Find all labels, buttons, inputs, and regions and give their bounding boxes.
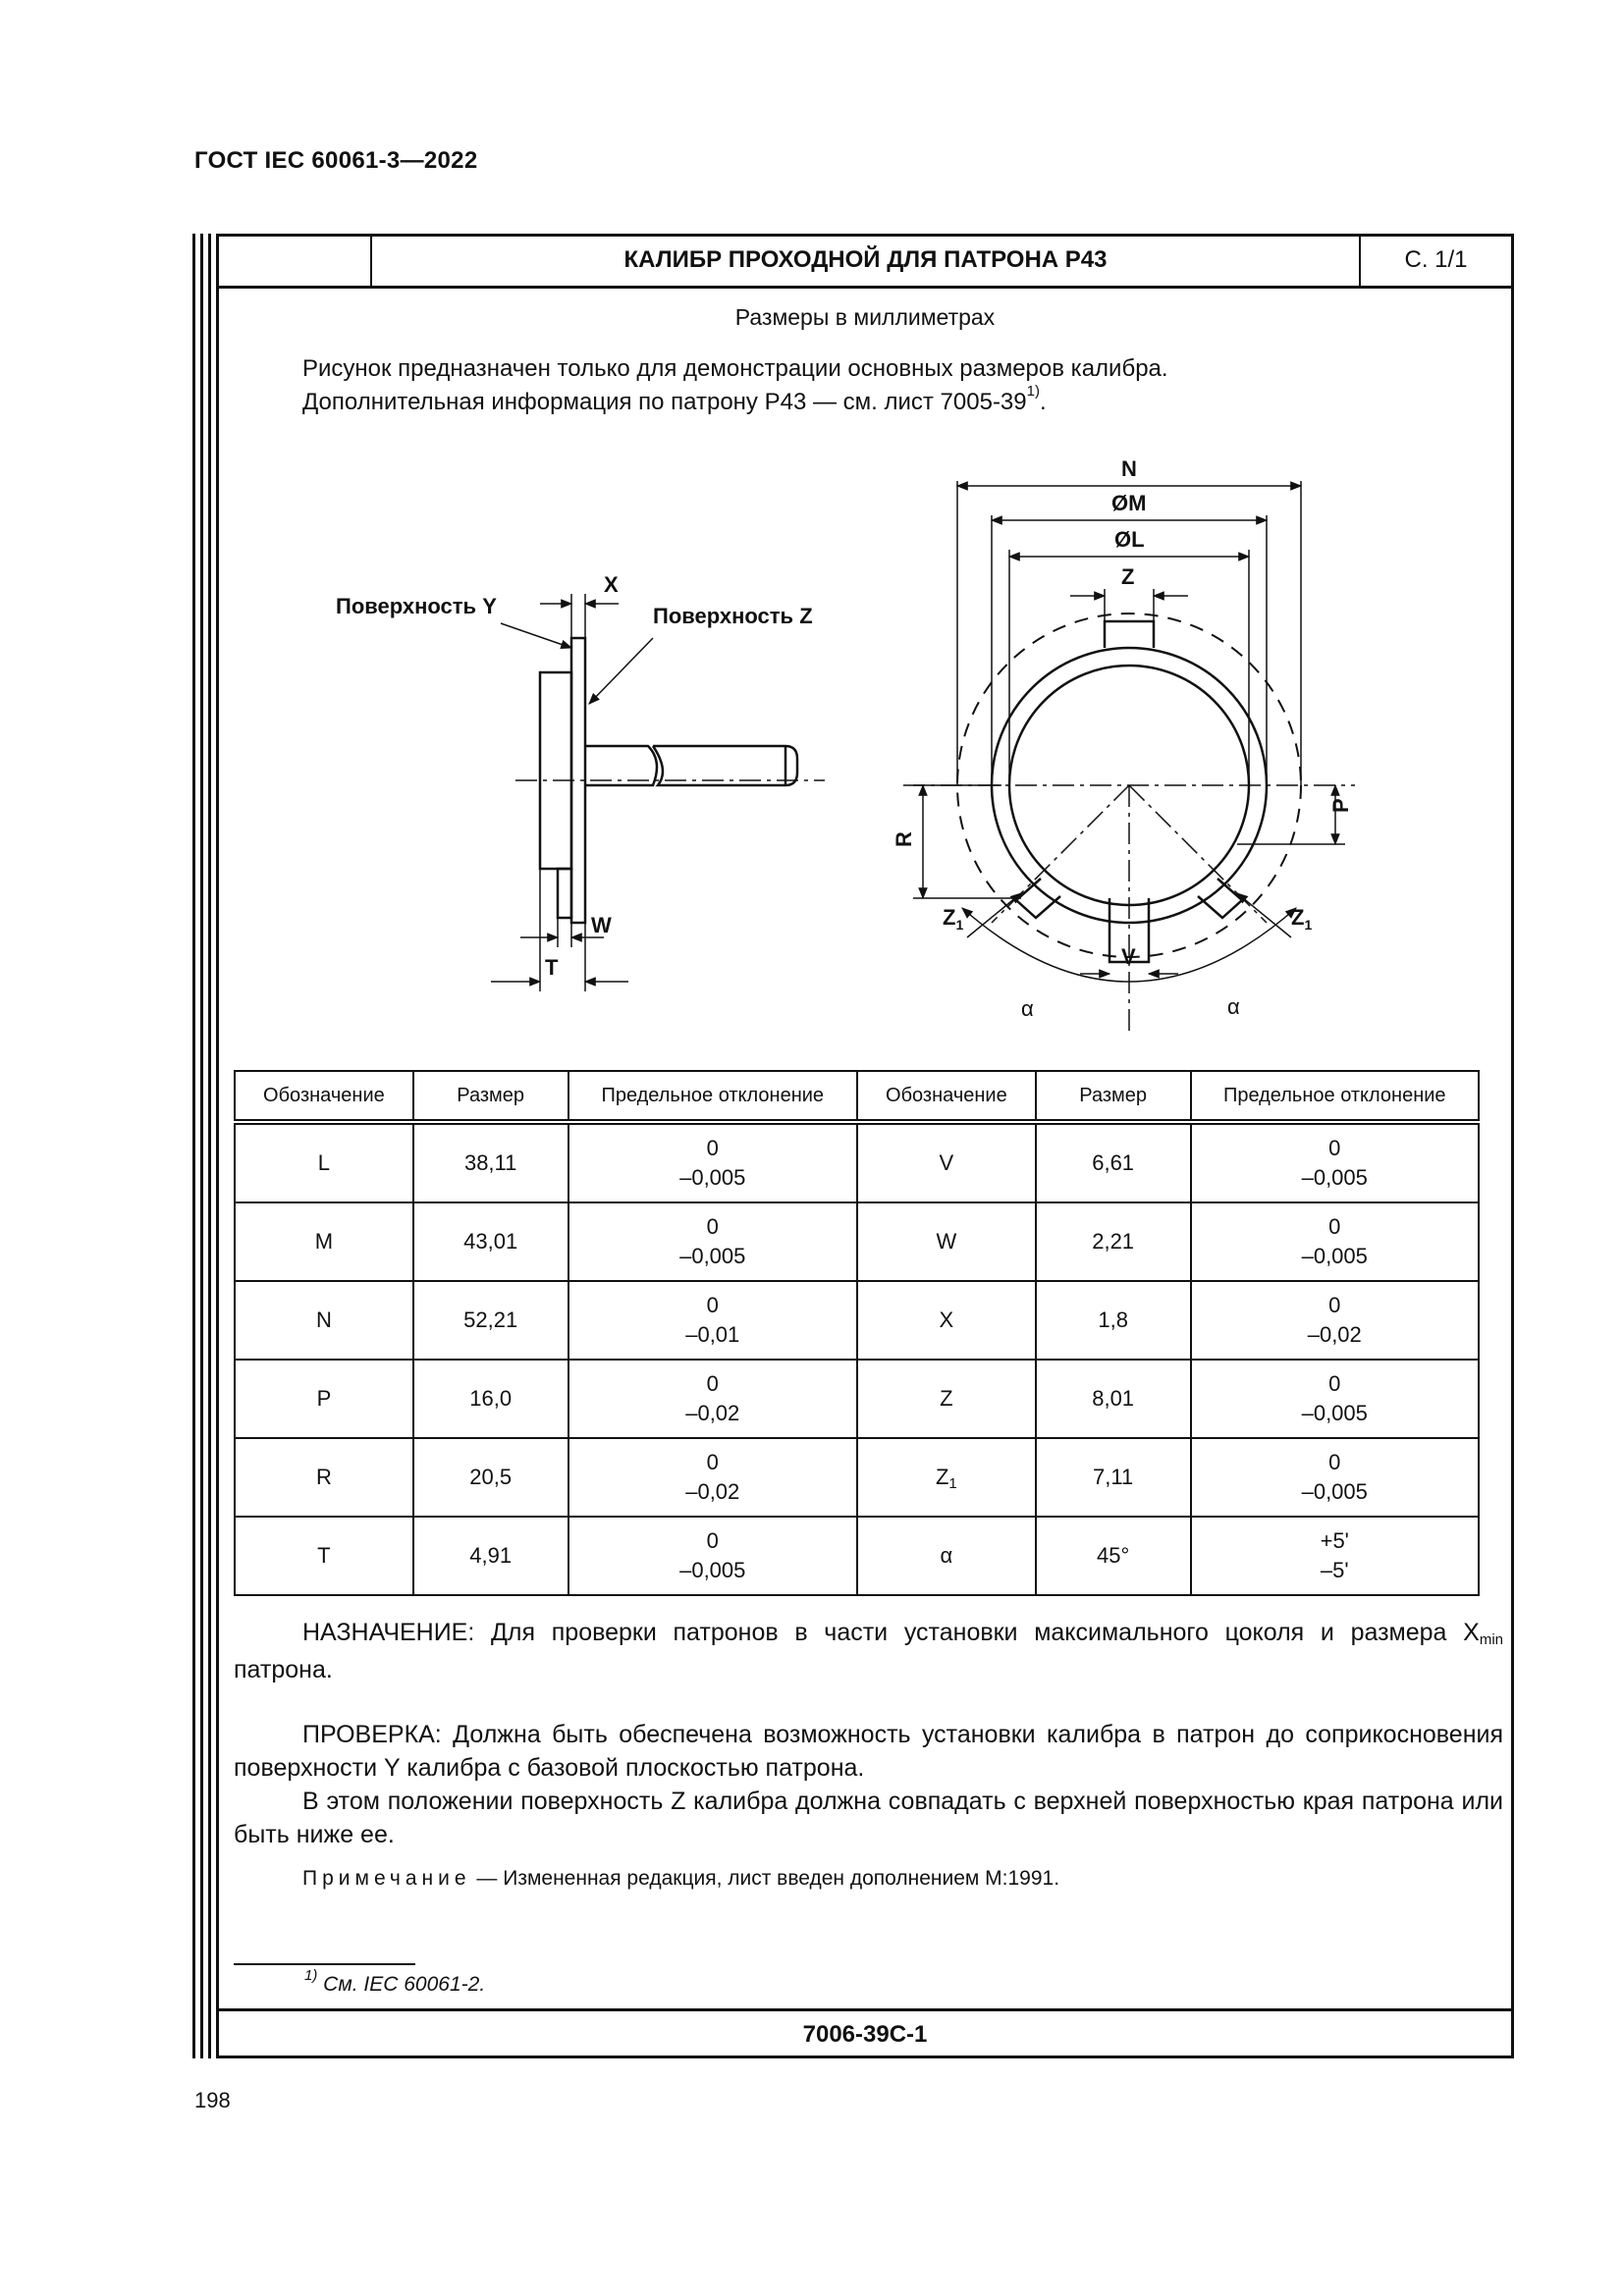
cell-size: 38,11 xyxy=(413,1122,568,1202)
table-row xyxy=(235,1517,1479,1595)
label-z1-right: $Z_1$ xyxy=(1291,905,1313,933)
cell-tolerance: 0 –0,005 xyxy=(568,1517,857,1595)
table-row xyxy=(235,1438,1479,1517)
cell-size: 52,21 xyxy=(413,1281,568,1360)
header-tolerance: Предельное отклонение xyxy=(568,1071,857,1122)
side-view xyxy=(491,594,825,991)
cell-size: 43,01 xyxy=(413,1202,568,1281)
cell-size: 7,11 xyxy=(1036,1438,1191,1517)
header-designation: Обозначение xyxy=(235,1071,413,1122)
cell-designation: N xyxy=(235,1281,413,1360)
cell-tolerance: 0 –0,02 xyxy=(568,1438,857,1517)
cell-size: 16,0 xyxy=(413,1360,568,1438)
cell-designation: X xyxy=(857,1281,1036,1360)
cell-size: 1,8 xyxy=(1036,1281,1191,1360)
note: Примечание — Измененная редакция, лист введен дополнением M:1991. xyxy=(302,1867,1060,1890)
cell-tolerance: 0 –0,02 xyxy=(1191,1281,1480,1360)
header-designation: Обозначение xyxy=(857,1071,1036,1122)
cell-tolerance: 0 –0,005 xyxy=(568,1202,857,1281)
cell-designation: R xyxy=(235,1438,413,1517)
page-number: 198 xyxy=(194,2088,231,2112)
cell-designation: P xyxy=(235,1360,413,1438)
table-header-row xyxy=(235,1071,1479,1122)
table-row xyxy=(235,1122,1479,1202)
label-m: ØM xyxy=(1111,491,1147,515)
document-header: ГОСТ IEC 60061-3—2022 xyxy=(194,147,478,174)
cell-designation: Z xyxy=(857,1360,1036,1438)
intro-line-2-text: Дополнительная информация по патрону P43 — см. лист 7005-39 xyxy=(302,389,1027,415)
cell-size: 8,01 xyxy=(1036,1360,1191,1438)
label-t: T xyxy=(545,955,559,980)
label-v: V xyxy=(1121,944,1136,969)
cell-tolerance: +5' –5' xyxy=(1191,1517,1480,1595)
label-l: ØL xyxy=(1114,527,1145,552)
intro-line-1: Рисунок предназначен только для демонстрации основных размеров калибра. xyxy=(302,355,1168,382)
cell-tolerance: 0 –0,01 xyxy=(568,1281,857,1360)
label-z1-left: $Z_1$ xyxy=(943,905,964,933)
intro-line-2 xyxy=(302,383,1047,416)
footnote-rule xyxy=(234,1963,415,1965)
title-empty-cell xyxy=(216,234,372,286)
units-label: Размеры в миллиметрах xyxy=(734,304,996,330)
cell-tolerance: 0 –0,02 xyxy=(568,1360,857,1438)
cell-tolerance: 0 –0,005 xyxy=(1191,1122,1480,1202)
table-row xyxy=(235,1281,1479,1360)
margin-line xyxy=(200,234,203,2058)
cell-size: 2,21 xyxy=(1036,1202,1191,1281)
table-row xyxy=(235,1360,1479,1438)
cell-designation: W xyxy=(857,1202,1036,1281)
dimensions-table xyxy=(234,1070,1480,1596)
drawing-labels xyxy=(336,456,1353,1021)
purpose-paragraph: НАЗНАЧЕНИЕ: Для проверки патронов в части установки максимального цоколя и размера $X_{min}$ патрона. xyxy=(234,1619,1503,1683)
cell-tolerance: 0 –0,005 xyxy=(568,1122,857,1202)
cell-tolerance: 0 –0,005 xyxy=(1191,1202,1480,1281)
cell-designation: T xyxy=(235,1517,413,1595)
label-p: P xyxy=(1328,798,1353,813)
sheet-title: КАЛИБР ПРОХОДНОЙ ДЛЯ ПАТРОНА P43 xyxy=(623,246,1108,273)
sheet-title-row xyxy=(216,234,1514,289)
cell-size: 20,5 xyxy=(413,1438,568,1517)
footnote: $^{1)}$ См. IEC 60061-2. xyxy=(304,1967,486,1996)
label-z: Z xyxy=(1121,564,1135,589)
check-paragraph: ПРОВЕРКА: Должна быть обеспечена возможность установки калибра в патрон до соприкосновения поверхности Y калибра с базовой плоскостью патрона. xyxy=(234,1721,1503,1782)
sheet-code: 7006-39С-1 xyxy=(802,2021,928,2048)
label-r: R xyxy=(892,831,916,847)
label-x: X xyxy=(604,572,619,597)
header-tolerance: Предельное отклонение xyxy=(1191,1071,1480,1122)
footnote-ref: 1) xyxy=(1026,383,1040,400)
label-alpha-right: α xyxy=(1227,994,1240,1019)
cell-designation: L xyxy=(235,1122,413,1202)
cell-tolerance: 0 –0,005 xyxy=(1191,1438,1480,1517)
label-alpha-left: α xyxy=(1021,996,1034,1021)
sheet-code-row xyxy=(216,2008,1514,2058)
check-paragraph-2: В этом положении поверхность Z калибра должна совпадать с верхней поверхностью края патрона или быть ниже ее. xyxy=(234,1788,1503,1848)
cell-size: 6,61 xyxy=(1036,1122,1191,1202)
label-surface-y: Поверхность Y xyxy=(336,594,497,618)
margin-line xyxy=(208,234,211,2058)
cell-size: 45° xyxy=(1036,1517,1191,1595)
cell-designation: V xyxy=(857,1122,1036,1202)
margin-line xyxy=(192,234,195,2058)
cell-size: 4,91 xyxy=(413,1517,568,1595)
cell-designation: α xyxy=(857,1517,1036,1595)
cell-designation: M xyxy=(235,1202,413,1281)
gauge-drawing xyxy=(314,447,1394,1036)
header-size: Размер xyxy=(1036,1071,1191,1122)
sheet-page-label: С. 1/1 xyxy=(1359,234,1511,286)
intro-line-2-end: . xyxy=(1039,389,1047,415)
label-surface-z: Поверхность Z xyxy=(653,604,813,628)
cell-tolerance: 0 –0,005 xyxy=(1191,1360,1480,1438)
label-w: W xyxy=(591,913,612,937)
table-row xyxy=(235,1202,1479,1281)
header-size: Размер xyxy=(413,1071,568,1122)
label-n: N xyxy=(1121,456,1137,481)
cell-designation: $Z_1$ xyxy=(857,1438,1036,1517)
